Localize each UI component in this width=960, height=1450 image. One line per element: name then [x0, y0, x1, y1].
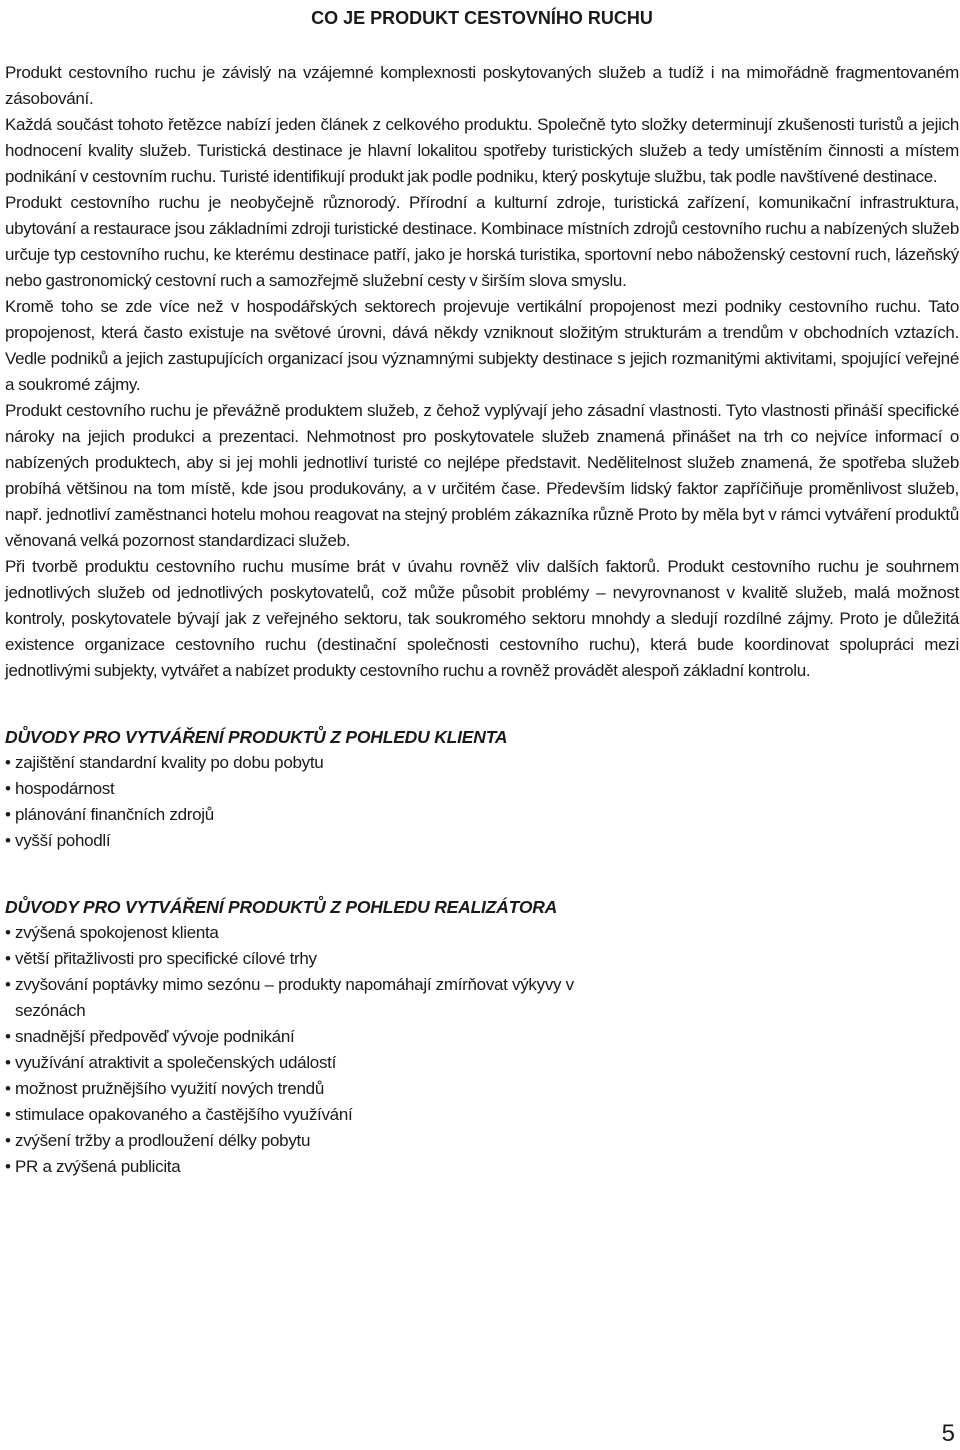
list-item — [5, 1102, 645, 1128]
list-item-text: zvýšená spokojenost klienta — [15, 923, 219, 942]
bullet-icon: • — [5, 1105, 11, 1124]
paragraph: Při tvorbě produktu cestovního ruchu musíme brát v úvahu rovněž vliv dalších faktorů. Produkt cestovního ruchu je souhrnem jednotlivých služeb od jednotlivých poskytovatelů, což může působit problémy – nevyrovnanost v kvalitě služeb, malá možnost kontroly, poskytovatele bývají jak z veřejného sektoru, tak soukromého sektoru mnohdy a sledují rozdílné zájmy. Proto je důležitá existence organizace cestovního ruchu (destinační společnosti cestovního ruchu), která bude koordinovat spolupráci mezi jednotlivými subjekty, vytvářet a nabízet produkty cestovního ruchu a rovněž provádět alespoň základní kontrolu. — [5, 557, 959, 680]
list-item-text: hospodárnost — [15, 779, 115, 798]
list-item — [5, 972, 645, 1024]
list-item — [5, 1154, 645, 1180]
body-text — [5, 60, 959, 684]
bullet-icon: • — [5, 805, 11, 824]
page-number: 5 — [941, 1420, 955, 1447]
list-item-text: stimulace opakovaného a častějšího využívání — [15, 1105, 353, 1124]
paragraph: Produkt cestovního ruchu je převážně produktem služeb, z čehož vyplývají jeho zásadní vlastnosti. Tyto vlastnosti přináší specifické nároky na jejich produkci a prezentaci. Nehmotnost pro poskytovatele služeb znamená přinášet na trh co nejvíce informací o nabízených produktech, aby si jej mohli jednotliví turisté co nejlépe představit. Nedělitelnost služeb znamená, že spotřeba služeb probíhá většinou na tom místě, kde jsou produkovány, a v určitém čase. Především lidský faktor zapříčiňuje proměnlivost služeb, např. jednotliví zaměstnanci hotelu mohou reagovat na stejný problém zákazníka různě Proto by měla byt v rámci vytváření produktů věnovaná velká pozornost standardizaci služeb. — [5, 401, 959, 550]
document-page — [5, 0, 959, 1180]
list-item-text: možnost pružnějšího využití nových trendů — [15, 1079, 324, 1098]
bullet-icon: • — [5, 1157, 11, 1176]
bullet-icon: • — [5, 779, 11, 798]
list-item-text: větší přitažlivosti pro specifické cílové trhy — [15, 949, 317, 968]
list-item-text: snadnější předpověď vývoje podnikání — [15, 1027, 295, 1046]
bullet-list — [5, 750, 959, 854]
list-item-text: PR a zvýšená publicita — [15, 1157, 181, 1176]
bullet-list — [5, 920, 959, 1180]
list-item — [5, 1128, 645, 1154]
client-reasons-section — [5, 724, 959, 854]
paragraph: Kromě toho se zde více než v hospodářských sektorech projevuje vertikální propojenost mezi podniky cestovního ruchu. Tato propojenost, která často existuje na světové úrovni, dává někdy vzniknout složitým strukturám a trendům v obchodních vztazích. Vedle podniků a jejich zastupujících organizací jsou významnými subjekty destinace s jejich rozmanitými aktivitami, spojující veřejné a soukromé zájmy. — [5, 297, 959, 394]
list-item — [5, 1076, 645, 1102]
provider-reasons-section — [5, 894, 959, 1180]
list-item — [5, 920, 645, 946]
list-item — [5, 828, 645, 854]
bullet-icon: • — [5, 1027, 11, 1046]
bullet-icon: • — [5, 975, 11, 994]
list-item-text: plánování finančních zdrojů — [15, 805, 214, 824]
section-heading: DŮVODY PRO VYTVÁŘENÍ PRODUKTŮ Z POHLEDU KLIENTA — [5, 727, 508, 747]
bullet-icon: • — [5, 1053, 11, 1072]
list-item — [5, 750, 645, 776]
paragraph: Každá součást tohoto řetězce nabízí jeden článek z celkového produktu. Společně tyto složky determinují zkušenosti turistů a jejich hodnocení kvality služeb. Turistická destinace je hlavní lokalitou spotřeby turistických služeb a tedy umístěním činnosti a místem podnikání v cestovním ruchu. Turisté identifikují produkt jak podle podniku, který poskytuje službu, tak podle navštívené destinace. — [5, 115, 959, 186]
bullet-icon: • — [5, 923, 11, 942]
list-item-text: vyšší pohodlí — [15, 831, 111, 850]
bullet-icon: • — [5, 1079, 11, 1098]
list-item — [5, 1024, 645, 1050]
list-item — [5, 776, 645, 802]
section-heading: DŮVODY PRO VYTVÁŘENÍ PRODUKTŮ Z POHLEDU REALIZÁTORA — [5, 897, 558, 917]
list-item — [5, 946, 645, 972]
bullet-icon: • — [5, 1131, 11, 1150]
bullet-icon: • — [5, 949, 11, 968]
page-title: CO JE PRODUKT CESTOVNÍHO RUCHU — [311, 8, 653, 28]
list-item-text: zajištění standardní kvality po dobu pobytu — [15, 753, 324, 772]
list-item — [5, 1050, 645, 1076]
list-item-text: zvýšení tržby a prodloužení délky pobytu — [15, 1131, 311, 1150]
paragraph: Produkt cestovního ruchu je závislý na vzájemné komplexnosti poskytovaných služeb a tudíž i na mimořádně fragmentovaném zásobování. — [5, 63, 959, 108]
bullet-icon: • — [5, 753, 11, 772]
list-item-text: zvyšování poptávky mimo sezónu – produkty napomáhají zmírňovat výkyvy v sezónách — [15, 975, 574, 1020]
paragraph: Produkt cestovního ruchu je neobyčejně různorodý. Přírodní a kulturní zdroje, turistická zařízení, komunikační infrastruktura, ubytování a restaurace jsou základními zdroji turistické destinace. Kombinace místních zdrojů cestovního ruchu a nabízených služeb určuje typ cestovního ruchu, ke kterému destinace patří, jako je horská turistika, sportovní nebo náboženský cestovní ruch, lázeňský nebo gastronomický cestovní ruch a samozřejmě služební cesty v širším slova smyslu. — [5, 193, 959, 290]
list-item-text: využívání atraktivit a společenských událostí — [15, 1053, 336, 1072]
bullet-icon: • — [5, 831, 11, 850]
list-item — [5, 802, 645, 828]
